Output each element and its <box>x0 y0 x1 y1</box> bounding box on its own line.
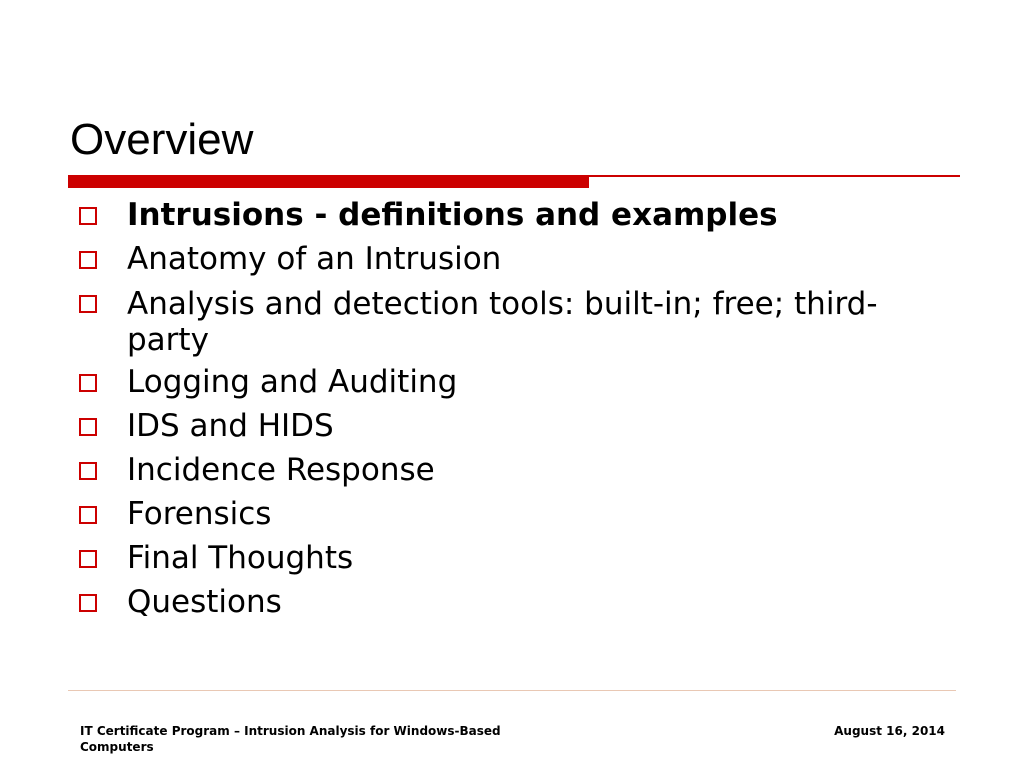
hollow-square-bullet-icon <box>79 418 97 436</box>
bullet-item <box>76 196 956 235</box>
title-underline-thin <box>589 175 960 177</box>
hollow-square-bullet-icon <box>79 462 97 480</box>
bullet-text: Incidence Response <box>127 452 435 488</box>
bullet-item <box>76 407 956 446</box>
hollow-square-bullet-icon <box>79 295 97 313</box>
bullet-text: Analysis and detection tools: built-in; free; third-party <box>127 286 878 358</box>
hollow-square-bullet-icon <box>79 506 97 524</box>
bullet-item <box>76 539 956 578</box>
bullet-text: Final Thoughts <box>127 540 354 576</box>
bullet-text: Questions <box>127 584 282 620</box>
title-underline-thick <box>68 175 589 188</box>
bullet-item <box>76 495 956 534</box>
bullet-item <box>76 284 956 358</box>
bullet-item <box>76 240 956 279</box>
hollow-square-bullet-icon <box>79 374 97 392</box>
bullet-text: Anatomy of an Intrusion <box>127 241 502 277</box>
bullet-text: Logging and Auditing <box>127 364 458 400</box>
bullet-item <box>76 363 956 402</box>
bullet-text: Intrusions - definitions and examples <box>127 197 778 233</box>
footer-divider <box>68 690 956 691</box>
hollow-square-bullet-icon <box>79 251 97 269</box>
footer-course-title: IT Certificate Program – Intrusion Analysis for Windows-Based Computers <box>80 724 501 754</box>
hollow-square-bullet-icon <box>79 207 97 225</box>
bullet-text: Forensics <box>127 496 272 532</box>
footer-date: August 16, 2014 <box>834 724 945 738</box>
slide-title: Overview <box>70 115 254 164</box>
hollow-square-bullet-icon <box>79 550 97 568</box>
bullet-item <box>76 583 956 622</box>
hollow-square-bullet-icon <box>79 594 97 612</box>
bullet-text: IDS and HIDS <box>127 408 334 444</box>
bullet-list <box>76 196 956 627</box>
bullet-item <box>76 451 956 490</box>
